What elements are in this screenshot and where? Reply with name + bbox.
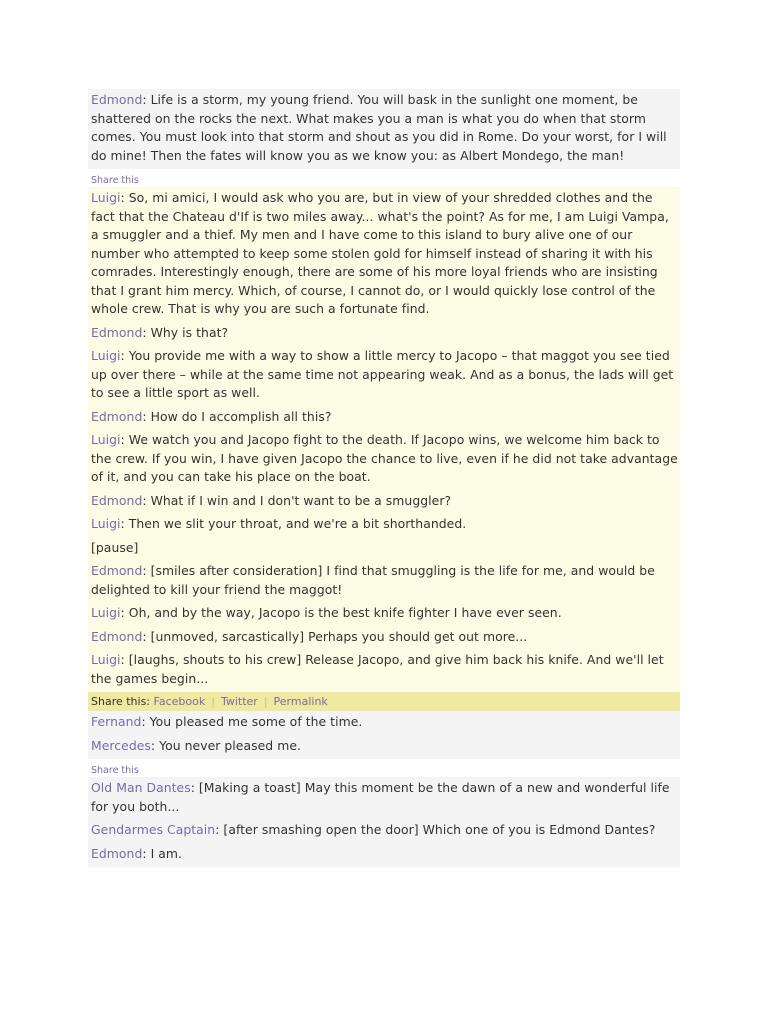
speaker-link[interactable]: Edmond: [91, 408, 143, 424]
quote-text: : You provide me with a way to show a little mercy to Jacopo – that maggot you see tied up over there – while at the same time not appearing weak. And as a bonus, the lads will get to see a little sport as well.: [91, 348, 674, 400]
speaker-link[interactable]: Luigi: [91, 432, 121, 447]
quote-block: [88, 711, 680, 759]
quote-block: [88, 777, 680, 867]
speaker-link[interactable]: Edmond: [91, 92, 143, 107]
quote-text: : What if I win and I don't want to be a smuggler?: [142, 492, 452, 508]
speaker-link[interactable]: Luigi: [91, 605, 121, 620]
quote-line: [91, 604, 680, 623]
speaker-link[interactable]: Fernand: [91, 714, 142, 729]
quote-text: : [laughs, shouts to his crew] Release Jacopo, and give him back his knife. And we'll let the games begin...: [91, 652, 664, 686]
speaker-link[interactable]: Luigi: [91, 190, 121, 205]
quote-line: [91, 845, 680, 864]
quote-line: [91, 779, 680, 816]
quote-line: [91, 737, 680, 756]
quote-block: [88, 89, 680, 169]
quote-text: : [Making a toast] May this moment be the dawn of a new and wonderful life for you both...: [91, 780, 670, 814]
quote-text: : Oh, and by the way, Jacopo is the best knife fighter I have ever seen.: [120, 605, 562, 620]
share-this-link[interactable]: Share this: [91, 175, 139, 186]
quote-line: [91, 189, 680, 319]
quote-text: : Life is a storm, my young friend. You will bask in the sunlight one moment, be shattered on the rocks the next. What makes you a man is what you do when that storm comes. You must look into that storm and shout as you did in Rome. Do your worst, for I will do mine! Then the fates will know you as we know you: as Albert Mondego, the man!: [91, 92, 667, 163]
quote-text: : [after smashing open the door] Which one of you is Edmond Dantes?: [215, 822, 656, 837]
quote-text: : Then we slit your throat, and we're a bit shorthanded.: [120, 516, 467, 531]
quote-text: : You never pleased me.: [150, 737, 301, 753]
speaker-link[interactable]: Luigi: [91, 516, 121, 531]
quote-text: : How do I accomplish all this?: [142, 408, 332, 424]
quote-line: [91, 562, 680, 599]
stage-direction: [91, 539, 680, 558]
separator: |: [263, 695, 268, 708]
quote-line: [91, 713, 680, 732]
quote-text: : [unmoved, sarcastically] Perhaps you should get out more...: [142, 628, 528, 644]
quote-line: [91, 91, 680, 165]
share-bar-label: Share this:: [91, 695, 151, 708]
quote-line: [91, 515, 680, 534]
quote-text: : Why is that?: [142, 324, 229, 340]
quote-text: : You pleased me some of the time.: [141, 714, 363, 729]
speaker-link[interactable]: Old Man Dantes: [91, 780, 191, 795]
speaker-link[interactable]: Mercedes: [91, 737, 151, 753]
quote-text: : I am.: [142, 845, 183, 861]
quotes-page: [88, 89, 680, 867]
quote-text: : So, mi amici, I would ask who you are, but in view of your shredded clothes and the fact that the Chateau d'If is two miles away... what's the point? As for me, I am Luigi Vampa, a smuggler and a thief. My men and I have come to this island to bury alive one of our number who attempted to keep some stolen gold for himself instead of sharing it with his comrades. Interestingly enough, there are some of his more loyal friends who are insisting that I grant him mercy. Which, of course, I cannot do, or I would quickly lose control of the whole crew. That is why you are such a fortunate find.: [91, 190, 669, 316]
share-this-link[interactable]: Share this: [91, 765, 139, 776]
quote-text: : We watch you and Jacopo fight to the death. If Jacopo wins, we welcome him back to the crew. If you win, I have given Jacopo the chance to live, even if he did not take advantage of it, and you can take his place on the boat.: [91, 432, 678, 484]
speaker-link[interactable]: Edmond: [91, 324, 143, 340]
speaker-link[interactable]: Luigi: [91, 652, 121, 667]
quote-line: [91, 492, 680, 511]
facebook-link[interactable]: Facebook: [153, 695, 206, 708]
quote-block-highlighted: [88, 187, 680, 692]
quote-line: [91, 431, 680, 487]
quote-text: : [smiles after consideration] I find that smuggling is the life for me, and would be delighted to kill your friend the maggot!: [91, 563, 655, 597]
quote-line: [91, 408, 680, 427]
quote-line: [91, 651, 680, 688]
speaker-link[interactable]: Edmond: [91, 628, 143, 644]
speaker-link[interactable]: Luigi: [91, 348, 121, 363]
speaker-link[interactable]: Gendarmes Captain: [91, 822, 216, 837]
share-bar: [88, 692, 680, 711]
speaker-link[interactable]: Edmond: [91, 492, 143, 508]
quote-line: [91, 628, 680, 647]
separator: |: [211, 695, 215, 708]
permalink-link[interactable]: Permalink: [273, 695, 328, 708]
quote-line: [91, 821, 680, 840]
twitter-link[interactable]: Twitter: [220, 695, 258, 708]
quote-line: [91, 347, 680, 403]
quote-text: [pause]: [91, 539, 139, 555]
speaker-link[interactable]: Edmond: [91, 845, 143, 861]
speaker-link[interactable]: Edmond: [91, 563, 143, 578]
quote-line: [91, 324, 680, 343]
